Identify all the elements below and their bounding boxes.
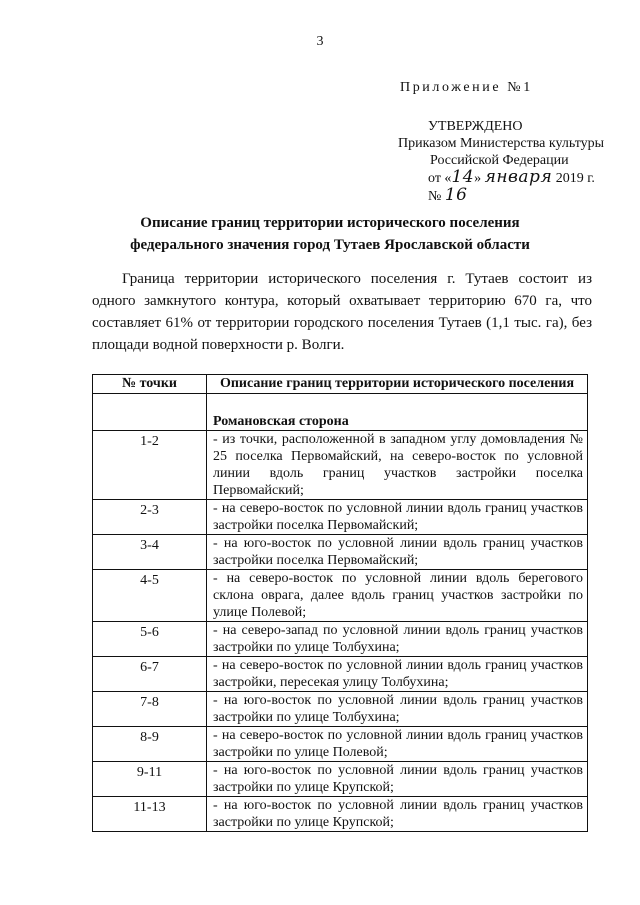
point-range: 2-3 (93, 500, 207, 535)
date-year: 2019 г. (552, 171, 595, 186)
boundary-description: - на северо-восток по условной линии вдоль границ участков застройки по улице Полевой; (207, 727, 588, 762)
point-range: 6-7 (93, 657, 207, 692)
point-range: 7-8 (93, 692, 207, 727)
table-header-row (93, 375, 588, 394)
point-range: 8-9 (93, 727, 207, 762)
page-number: 3 (316, 34, 324, 49)
date-mid: » (474, 171, 485, 186)
heading-line-1: Описание границ территории исторического поселения (140, 215, 520, 231)
appendix-label: Приложение №1 (400, 80, 533, 95)
boundary-description: - на северо-восток по условной линии вдоль границ участков застройки поселка Первомайский; (207, 500, 588, 535)
intro-paragraph: Граница территории исторического поселения г. Тутаев состоит из одного замкнутого контура, который охватывает территорию 670 га, что составляет 61% от территории городского поселения Тутаев (1,1 тыс. га), без площади водной поверхности р. Волги. (92, 271, 592, 353)
approval-issuer: Приказом Министерства культуры (398, 136, 605, 151)
table-row (93, 570, 588, 622)
date-prefix: от « (428, 171, 452, 186)
approval-block (398, 118, 608, 205)
section-title: Романовская сторона (207, 394, 588, 431)
header-description: Описание границ территории исторического поселения (207, 375, 588, 394)
point-range: 4-5 (93, 570, 207, 622)
approval-country: Российской Федерации (430, 153, 569, 168)
boundary-description: - на юго-восток по условной линии вдоль границ участков застройки поселка Первомайский; (207, 535, 588, 570)
boundary-description: - на северо-восток по условной линии вдоль берегового склона оврага, далее вдоль границ участков застройки по улице Полевой; (207, 570, 588, 622)
point-range: 11-13 (93, 797, 207, 832)
table-row (93, 431, 588, 500)
point-range: 5-6 (93, 622, 207, 657)
approval-date (398, 169, 608, 187)
boundary-table (92, 374, 588, 832)
number-prefix: № (428, 189, 445, 204)
approval-title: УТВЕРЖДЕНО (428, 119, 523, 134)
table-row (93, 692, 588, 727)
boundary-description: - на северо-запад по условной линии вдоль границ участков застройки по улице Толбухина; (207, 622, 588, 657)
table-row (93, 762, 588, 797)
table-row (93, 622, 588, 657)
approval-number (398, 187, 608, 205)
section-point-cell (93, 394, 207, 431)
point-range: 1-2 (93, 431, 207, 500)
handwritten-number: 16 (444, 185, 468, 205)
boundary-description: - на северо-восток по условной линии вдоль границ участков застройки, пересекая улицу Толбухина; (207, 657, 588, 692)
boundary-description: - на юго-восток по условной линии вдоль границ участков застройки по улице Крупской; (207, 797, 588, 832)
header-point: № точки (93, 375, 207, 394)
table-row (93, 657, 588, 692)
boundary-description: - из точки, расположенной в западном углу домовладения № 25 поселка Первомайский, на северо-восток по условной линии вдоль границ участков застройки поселка Первомайский; (207, 431, 588, 500)
boundary-description: - на юго-восток по условной линии вдоль границ участков застройки по улице Крупской; (207, 762, 588, 797)
boundary-description: - на юго-восток по условной линии вдоль границ участков застройки по улице Толбухина; (207, 692, 588, 727)
table-row (93, 727, 588, 762)
handwritten-day: 14 (451, 167, 475, 187)
table-row (93, 797, 588, 832)
table-row (93, 535, 588, 570)
point-range: 3-4 (93, 535, 207, 570)
point-range: 9-11 (93, 762, 207, 797)
handwritten-month: января (484, 167, 553, 187)
document-heading (60, 212, 600, 256)
table-row (93, 500, 588, 535)
section-row (93, 394, 588, 431)
heading-line-2: федерального значения город Тутаев Ярославской области (130, 237, 530, 253)
